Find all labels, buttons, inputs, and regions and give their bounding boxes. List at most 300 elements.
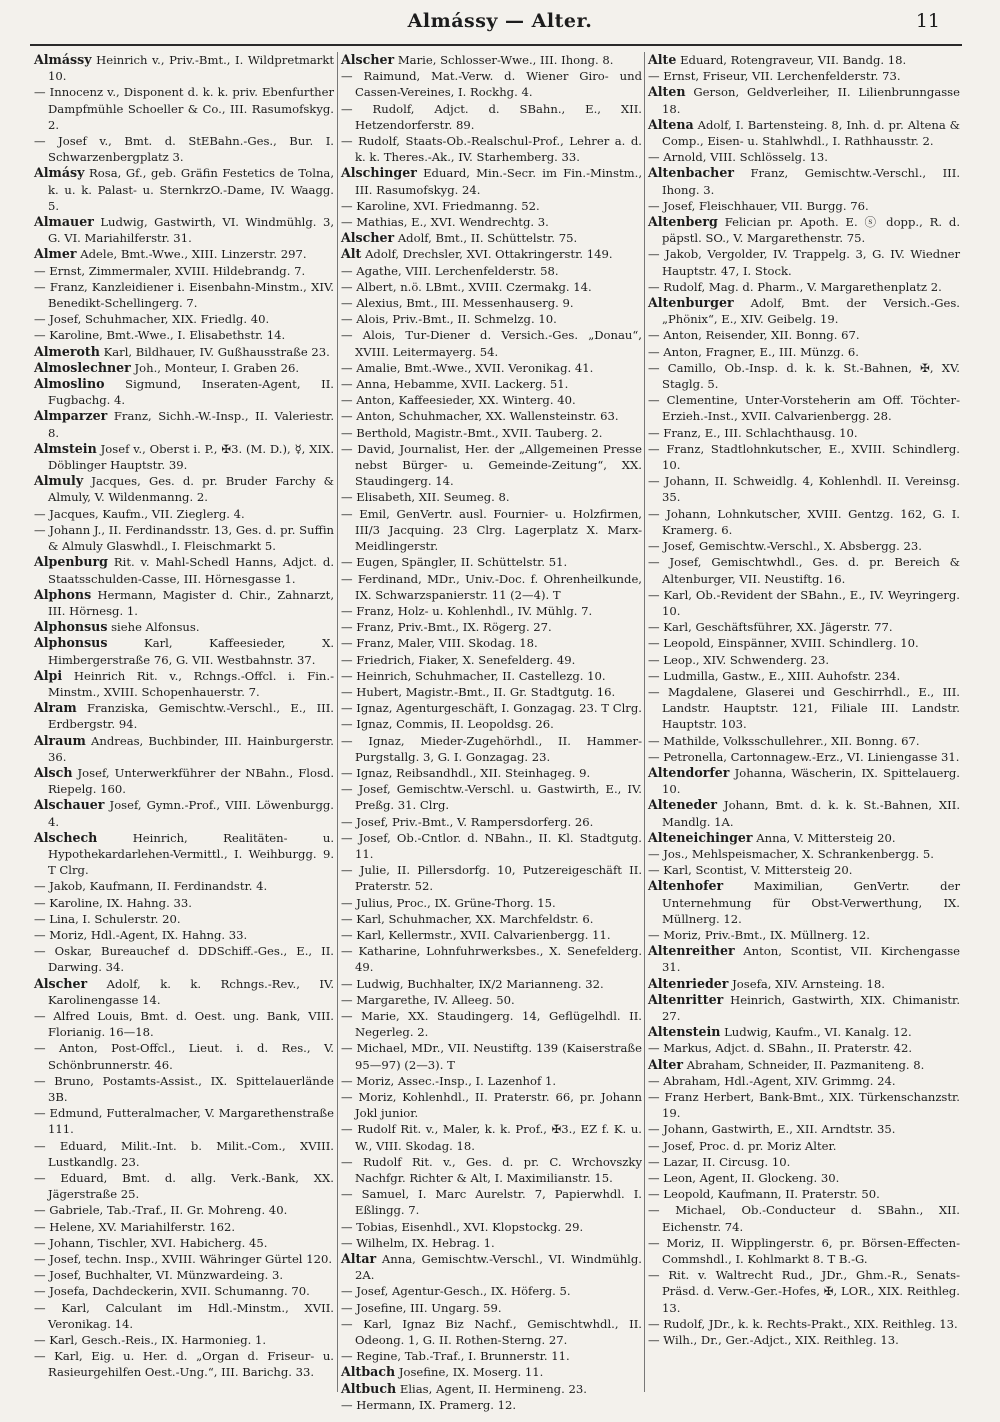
directory-entry [341, 652, 642, 668]
directory-entry [34, 1040, 334, 1072]
entry-text: — Karl, Scontist, V. Mittersteig 20. [648, 863, 853, 878]
entry-text: — Abraham, Hdl.-Agent, XIV. Grimmg. 24. [648, 1073, 896, 1088]
directory-entry [34, 246, 334, 262]
entry-text: Andreas, Buchbinder, III. Hainburgerstr. 36. [48, 733, 334, 764]
entry-surname: Altenburger [648, 295, 734, 311]
directory-entry [341, 68, 642, 100]
directory-entry [648, 165, 960, 197]
entry-surname: Alten [648, 84, 686, 100]
directory-entry [34, 263, 334, 279]
directory-entry [648, 1057, 960, 1073]
entry-surname: Altenberg [648, 214, 718, 230]
entry-text: Anton, Scontist, VII. Kirchengasse 31. [662, 944, 961, 975]
directory-entry [648, 1235, 960, 1267]
entry-text: — Amalie, Bmt.-Wwe., XVII. Veronikag. 41. [341, 360, 594, 375]
directory-entry [34, 1219, 334, 1235]
directory-entry [341, 198, 642, 214]
directory-entry [34, 1170, 334, 1202]
entry-text: Franz, Gemischtw.-Verschl., III. Ihong. 3. [662, 166, 961, 197]
entry-surname: Alraum [34, 732, 86, 748]
column-3 [648, 52, 960, 1402]
directory-entry [34, 1008, 334, 1040]
directory-entry [341, 246, 642, 262]
entry-text: — Franz, Maler, VIII. Skodag. 18. [341, 636, 538, 651]
entry-text: Jacques, Ges. d. pr. Bruder Farchy & Almuly, V. Wildenmanng. 2. [48, 474, 334, 505]
directory-entry [34, 878, 334, 894]
directory-entry [34, 733, 334, 765]
entry-text: — Berthold, Magistr.-Bmt., XVII. Tauberg. 2. [341, 425, 603, 440]
entry-text: — Anton, Kaffeesieder, XX. Winterg. 40. [341, 393, 576, 408]
directory-entry [648, 765, 960, 797]
column-2 [341, 52, 642, 1412]
entry-text: — Julie, II. Pillersdorfg. 10, Putzereigeschäft II. Praterstr. 52. [341, 863, 642, 894]
entry-text: Heinrich v., Priv.-Bmt., I. Wildpretmarkt 10. [48, 53, 335, 84]
entry-text: — Johann, Lohnkutscher, XVIII. Gentzg. 162, G. I. Kramerg. 6. [648, 506, 960, 537]
entry-surname: Alschinger [341, 165, 417, 181]
directory-entry [648, 246, 960, 278]
entry-text: — Johann, Tischler, XVI. Habicherg. 45. [34, 1235, 268, 1250]
entry-text: — Ignaz, Reibsandhdl., XII. Steinhageg. 9. [341, 765, 591, 780]
directory-entry [34, 797, 334, 829]
entry-text: — Josef, Ob.-Cntlor. d. NBahn., II. Kl. Stadtgutg. 11. [341, 830, 642, 861]
entry-text: Adolf, I. Bartensteing. 8, Inh. d. pr. Altena & Comp., Eisen- u. Stahlwhdl., I. Rathhausstr. 2. [662, 117, 960, 149]
directory-entry [341, 976, 642, 992]
entry-text: Rit. v. Mahl-Schedl Hanns, Adjct. d. Staatsschulden-Casse, III. Hörnesgasse 1. [48, 555, 335, 586]
entry-text: — Ernst, Zimmermaler, XVIII. Hildebrandg. 7. [34, 263, 306, 278]
entry-text: — Magdalene, Glaserei und Geschirrhdl., E., III. Landstr. Hauptstr. 121, Filiale III. Landstr. Hauptstr. 103. [648, 684, 960, 732]
entry-text: Rosa, Gf., geb. Gräfin Festetics de Tolna, k. u. k. Palast- u. SternkrzO.-Dame, IV. Waagg. 5. [48, 166, 335, 213]
directory-entry [341, 619, 642, 635]
entry-text: — Karoline, IX. Hahng. 33. [34, 895, 192, 910]
column-divider [644, 52, 645, 1392]
directory-entry [34, 635, 334, 667]
entry-text: Ludwig, Kaufm., VI. Kanalg. 12. [724, 1025, 912, 1040]
entry-surname: Almparzer [34, 408, 108, 424]
entry-text: Adolf, Bmt. der Versich.-Ges. „Phönix“, E., XIV. Geibelg. 19. [662, 296, 960, 327]
directory-entry [648, 360, 960, 392]
directory-entry [648, 392, 960, 424]
directory-entry [648, 344, 960, 360]
entry-text: — Moriz, Kohlenhdl., II. Praterstr. 66, pr. Johann Jokl junior. [341, 1090, 642, 1121]
directory-entry [648, 441, 960, 473]
entry-text: Hermann, Magister d. Chir., Zahnarzt, III. Hörnesg. 1. [48, 587, 335, 618]
entry-text: Abraham, Schneider, II. Pazmaniteng. 8. [686, 1057, 925, 1072]
directory-entry [341, 571, 642, 603]
entry-text: — Josef, Gemischtw.-Verschl., X. Absbergg. 23. [648, 539, 922, 554]
entry-text: — Anna, Hebamme, XVII. Lackerg. 51. [341, 377, 569, 392]
directory-entry [341, 554, 642, 570]
entry-text: Josef v., Oberst i. P., ✠3. (M. D.), ☿, XIX. Döblinger Hauptstr. 39. [48, 441, 334, 473]
entry-surname: Alram [34, 700, 77, 716]
directory-entry [34, 279, 334, 311]
entry-surname: Alpenburg [34, 554, 108, 570]
directory-entry [648, 327, 960, 343]
entry-text: — Josef, Fleischhauer, VII. Burgg. 76. [648, 198, 869, 213]
directory-entry [341, 700, 642, 716]
entry-text: — Lina, I. Schulerstr. 20. [34, 911, 181, 926]
directory-entry [648, 1316, 960, 1332]
directory-entry [341, 392, 642, 408]
entry-text: — Margarethe, IV. Alleeg. 50. [341, 992, 515, 1007]
entry-text: — Alois, Tur-Diener d. Versich.-Ges. „Donau“, XVIII. Leitermayerg. 54. [341, 328, 642, 359]
entry-text: Gerson, Geldverleiher, II. Lilienbrunngasse 18. [662, 85, 960, 116]
entry-surname: Almásy [34, 165, 85, 181]
entry-text: Heinrich, Realitäten- u. Hypothekardarlehen-Vermittl., I. Weihburgg. 9. T Clrg. [48, 830, 335, 878]
directory-entry [341, 1219, 642, 1235]
entry-text: — Alexius, Bmt., III. Messenhauserg. 9. [341, 296, 574, 311]
entry-text: — Eduard, Milit.-Int. b. Milit.-Com., XVIII. Lustkandlg. 23. [34, 1138, 334, 1169]
entry-surname: Altenstein [648, 1024, 721, 1040]
directory-entry [341, 408, 642, 424]
directory-entry [341, 830, 642, 862]
entry-text: — Anton, Reisender, XII. Bonng. 67. [648, 328, 860, 343]
directory-entry [648, 619, 960, 635]
directory-entry [648, 52, 960, 68]
directory-entry [648, 1040, 960, 1056]
directory-entry [341, 1348, 642, 1364]
directory-entry [648, 830, 960, 846]
entry-surname: Almássy [34, 52, 92, 67]
directory-entry [341, 635, 642, 651]
entry-text: — Moriz, Priv.-Bmt., IX. Müllnerg. 12. [648, 927, 870, 942]
directory-entry [34, 830, 334, 879]
directory-entry [648, 214, 960, 246]
directory-entry [648, 992, 960, 1024]
directory-entry [34, 765, 334, 797]
entry-surname: Altenhofer [648, 878, 724, 894]
entry-text: — Helene, XV. Mariahilferstr. 162. [34, 1219, 236, 1234]
entry-text: — Albert, n.ö. LBmt., XVIII. Czermakg. 14. [341, 279, 592, 294]
directory-entry [341, 765, 642, 781]
directory-entry [341, 814, 642, 830]
directory-entry [648, 1332, 960, 1348]
directory-entry [648, 1186, 960, 1202]
directory-entry [34, 895, 334, 911]
entry-text: — Heinrich, Schuhmacher, II. Castellezg. 10. [341, 668, 606, 683]
directory-entry [648, 1170, 960, 1186]
entry-text: — Franz, Priv.-Bmt., IX. Rögerg. 27. [341, 620, 552, 635]
entry-text: — Wilh., Dr., Ger.-Adjct., XIX. Reithleg. 13. [648, 1333, 899, 1348]
directory-entry [341, 733, 642, 765]
entry-text: Anna, V. Mittersteig 20. [756, 830, 896, 845]
entry-text: — Josef, Gemischtw.-Verschl. u. Gastwirth, E., IV. Preßg. 31. Clrg. [341, 782, 642, 813]
directory-entry [648, 797, 960, 829]
directory-entry [648, 976, 960, 992]
entry-text: — Leopold, Kaufmann, II. Praterstr. 50. [648, 1187, 880, 1202]
directory-entry [34, 506, 334, 522]
page-number: 11 [915, 10, 940, 32]
entry-text: — Friedrich, Fiaker, X. Senefelderg. 49. [341, 652, 576, 667]
header-rule [30, 44, 962, 46]
entry-text: Johanna, Wäscherin, IX. Spittelauerg. 10. [662, 765, 960, 797]
entry-surname: Alte [648, 52, 677, 67]
directory-entry [341, 781, 642, 813]
entry-text: Eduard, Rotengraveur, VII. Bandg. 18. [680, 53, 907, 67]
entry-surname: Alteneichinger [648, 829, 753, 845]
entry-text: Joh., Monteur, I. Graben 26. [134, 360, 300, 375]
directory-entry [34, 376, 334, 408]
entry-text: Adolf, k. k. Rchngs.-Rev., IV. Karolinengasse 14. [48, 976, 334, 1007]
directory-entry [648, 635, 960, 651]
directory-entry [341, 1073, 642, 1089]
entry-surname: Altena [648, 116, 694, 132]
entry-surname: Almeroth [34, 343, 100, 359]
directory-entry [341, 911, 642, 927]
directory-entry [34, 214, 334, 246]
entry-text: — Franz, E., III. Schlachthausg. 10. [648, 425, 858, 440]
entry-text: Adolf, Bmt., II. Schüttelstr. 75. [397, 231, 578, 246]
directory-entry [34, 668, 334, 700]
entry-text: — Josef, Buchhalter, VI. Münzwardeing. 3. [34, 1268, 284, 1283]
directory-entry [34, 1348, 334, 1380]
entry-text: — Anton, Post-Offcl., Lieut. i. d. Res., V. Schönbrunnerstr. 46. [34, 1041, 334, 1072]
directory-entry [648, 1089, 960, 1121]
entry-surname: Almoslino [34, 376, 105, 392]
entry-text: — Emil, GenVertr. ausl. Fournier- u. Holzfirmen, III/3 Jacquing. 23 Clrg. Lagerplatz X. Marx-Meidlingerstr. [341, 506, 642, 554]
entry-text: — Rudolf Rit. v., Maler, k. k. Prof., ✠3., EZ f. K. u. W., VIII. Skodag. 18. [341, 1122, 642, 1153]
running-title: Almássy — Alter. [407, 10, 593, 32]
directory-entry [341, 943, 642, 975]
entry-text: — Franz, Holz- u. Kohlenhdl., IV. Mühlg. 7. [341, 603, 593, 618]
entry-text: — Oskar, Bureauchef d. DDSchiff.-Ges., E., II. Darwing. 34. [34, 944, 334, 975]
entry-text: — Josefine, III. Ungarg. 59. [341, 1300, 502, 1315]
entry-text: — Samuel, I. Marc Aurelstr. 7, Papierwhdl. I. Eßlingg. 7. [341, 1187, 642, 1218]
directory-entry [648, 68, 960, 84]
entry-text: — Jos., Mehlspeismacher, X. Schrankenbergg. 5. [648, 846, 934, 861]
directory-entry [341, 862, 642, 894]
entry-text: Maximilian, GenVertr. der Unternehmung für Obst-Verwerthung, IX. Müllnerg. 12. [662, 879, 960, 926]
directory-entry [648, 506, 960, 538]
directory-entry [648, 198, 960, 214]
entry-surname: Altenritter [648, 991, 724, 1007]
entry-surname: Almauer [34, 214, 94, 230]
entry-surname: Alt [341, 246, 362, 262]
entry-text: — Camillo, Ob.-Insp. d. k. k. St.-Bahnen, ✠, XV. Staglg. 5. [648, 360, 960, 392]
entry-text: — Regine, Tab.-Traf., I. Brunnerstr. 11. [341, 1349, 570, 1364]
entry-surname: Alschech [34, 829, 98, 845]
directory-entry [648, 279, 960, 295]
directory-entry [341, 1089, 642, 1121]
entry-text: — Karl, Gesch.-Reis., IX. Harmonieg. 1. [34, 1333, 267, 1348]
entry-text: — Eugen, Spängler, II. Schüttelstr. 51. [341, 555, 568, 570]
directory-entry [34, 911, 334, 927]
entry-text: — Clementine, Unter-Vorsteherin am Off. Töchter-Erzieh.-Inst., XVII. Calvarienbergg. 28. [648, 393, 960, 424]
directory-entry [341, 214, 642, 230]
directory-entry [341, 425, 642, 441]
entry-text: — Ludwig, Buchhalter, IX/2 Marianneng. 32. [341, 976, 604, 991]
entry-text: — Marie, XX. Staudingerg. 14, Geflügelhdl. II. Negerleg. 2. [341, 1008, 642, 1040]
entry-text: — Hermann, IX. Pramerg. 12. [341, 1397, 517, 1412]
entry-text: — Moriz, II. Wipplingerstr. 6, pr. Börsen-Effecten-Commshdl., I. Kohlmarkt 8. T B.-G. [648, 1235, 960, 1267]
directory-entry [341, 506, 642, 555]
entry-text: — Ignaz, Agenturgeschäft, I. Gonzagag. 23. T Clrg. [341, 701, 642, 716]
entry-text: — Michael, MDr., VII. Neustiftg. 139 (Kaiserstraße 95—97) (2—3). T [341, 1041, 642, 1072]
entry-text: Felician pr. Apoth. E. ⓢ dopp., R. d. päpstl. SO., V. Margarethenstr. 75. [662, 215, 961, 246]
entry-text: — Petronella, Cartonnagew.-Erz., VI. Liniengasse 31. [648, 749, 960, 764]
directory-entry [648, 538, 960, 554]
directory-entry [341, 1121, 642, 1153]
entry-text: — Jacques, Kaufm., VII. Zieglerg. 4. [34, 506, 245, 521]
entry-text: Marie, Schlosser-Wwe., III. Ihong. 8. [397, 53, 614, 67]
entry-surname: Alsch [34, 764, 73, 780]
directory-entry [341, 165, 642, 197]
entry-text: — David, Journalist, Her. der „Allgemeinen Presse nebst Bürger- u. Gemeinde-Zeitung“, XX. Staudingerg. 14. [341, 441, 642, 489]
entry-text: — Karl, Kellermstr., XVII. Calvarienbergg. 11. [341, 927, 611, 942]
entry-text: — Innocenz v., Disponent d. k. k. priv. Ebenfurther Dampfmühle Schoeller & Co., III. Rasumofskyg. 2. [34, 85, 334, 132]
entry-text: — Alfred Louis, Bmt. d. Oest. ung. Bank, VIII. Florianig. 16—18. [34, 1008, 334, 1040]
entry-surname: Altendorfer [648, 764, 730, 780]
entry-surname: Alscher [341, 52, 395, 67]
directory-entry [341, 716, 642, 732]
directory-entry [341, 230, 642, 246]
directory-entry [341, 895, 642, 911]
directory-entry [34, 1283, 334, 1299]
directory-entry [648, 733, 960, 749]
entry-text: — Josef, Gemischtwhdl., Ges. d. pr. Bereich & Altenburger, VII. Neustiftg. 16. [648, 555, 960, 586]
directory-entry [648, 1202, 960, 1234]
entry-surname: Alpi [34, 667, 63, 683]
entry-text: — Franz, Kanzleidiener i. Eisenbahn-Minstm., XIV. Benedikt-Schellingerg. 7. [34, 279, 334, 311]
entry-text: — Anton, Schuhmacher, XX. Wallensteinstr. 63. [341, 409, 619, 424]
directory-entry [648, 878, 960, 927]
directory-entry [341, 327, 642, 359]
column-divider [337, 52, 338, 1392]
entry-text: — Karl, Eig. u. Her. d. „Organ d. Friseur- u. Rasieurgehilfen Oest.-Ung.“, III. Barichg. 33. [34, 1349, 334, 1380]
directory-entry [648, 1073, 960, 1089]
directory-entry [341, 1300, 642, 1316]
entry-text: Franziska, Gemischtw.-Verschl., E., III. Erdbergstr. 94. [48, 701, 334, 732]
entry-text: — Rudolf, Adjct. d. SBahn., E., XII. Hetzendorferstr. 89. [341, 101, 642, 132]
directory-entry [648, 295, 960, 327]
entry-surname: Altenrieder [648, 975, 729, 991]
column-1 [34, 52, 334, 1402]
entry-surname: Alter [648, 1056, 684, 1072]
entry-surname: Altenbacher [648, 165, 734, 181]
entry-surname: Alphonsus [34, 619, 108, 635]
directory-entry [341, 52, 642, 68]
directory-entry [34, 1138, 334, 1170]
entry-text: — Rudolf, Mag. d. Pharm., V. Margarethenplatz 2. [648, 279, 942, 294]
directory-entry [34, 133, 334, 165]
directory-entry [341, 376, 642, 392]
directory-entry [341, 295, 642, 311]
directory-entry [341, 1008, 642, 1040]
directory-entry [648, 1138, 960, 1154]
directory-entry [648, 1267, 960, 1316]
entry-text: — Markus, Adjct. d. SBahn., II. Praterstr. 42. [648, 1041, 913, 1056]
entry-text: — Josef, Proc. d. pr. Moriz Alter. [648, 1138, 837, 1153]
entry-text: — Rudolf, Staats-Ob.-Realschul-Prof., Lehrer a. d. k. k. Theres.-Ak., IV. Starhemberg. 33. [341, 134, 642, 165]
entry-text: — Rudolf Rit. v., Ges. d. pr. C. Wrchovszky Nachfgr. Richter & Alt, I. Maximilianstr. 15. [341, 1154, 642, 1186]
entry-text: — Michael, Ob.-Conducteur d. SBahn., XII. Eichenstr. 74. [648, 1203, 960, 1234]
entry-text: — Ferdinand, MDr., Univ.-Doc. f. Ohrenheilkunde, IX. Schwarzspanierstr. 11 (2—4). T [341, 571, 642, 602]
entry-text: — Franz Herbert, Bank-Bmt., XIX. Türkenschanzstr. 19. [648, 1090, 960, 1121]
directory-entry [34, 943, 334, 975]
directory-entry [34, 1251, 334, 1267]
entry-text: — Katharine, Lohnfuhrwerksbes., X. Senefelderg. 49. [341, 944, 642, 975]
entry-text: — Raimund, Mat.-Verw. d. Wiener Giro- und Cassen-Vereines, I. Rockhg. 4. [341, 69, 642, 100]
directory-entry [341, 1154, 642, 1186]
entry-text: — Mathilde, Volksschullehrer., XII. Bonng. 67. [648, 733, 920, 748]
entry-text: — Karl, Schuhmacher, XX. Marchfeldstr. 6. [341, 911, 594, 926]
entry-text: — Arnold, VIII. Schlösselg. 13. [648, 150, 828, 165]
entry-text: — Mathias, E., XVI. Wendrechtg. 3. [341, 215, 549, 230]
entry-surname: Alphonsus [34, 635, 108, 651]
entry-text: — Ignaz, Commis, II. Leopoldsg. 26. [341, 717, 554, 732]
directory-entry [648, 149, 960, 165]
directory-entry [648, 862, 960, 878]
directory-entry [341, 668, 642, 684]
entry-text: — Julius, Proc., IX. Grüne-Thorg. 15. [341, 895, 556, 910]
directory-entry [648, 684, 960, 733]
directory-entry [648, 554, 960, 586]
entry-text: — Tobias, Eisenhdl., XVI. Klopstockg. 29. [341, 1219, 584, 1234]
entry-text: Heinrich Rit. v., Rchngs.-Offcl. i. Fin.-Minstm., XVIII. Schopenhauerstr. 7. [48, 668, 334, 699]
directory-entry [34, 522, 334, 554]
entry-text: — Jakob, Kaufmann, II. Ferdinandstr. 4. [34, 879, 268, 894]
entry-text: — Ignaz, Mieder-Zugehörhdl., II. Hammer-Purgstallg. 3, G. I. Gonzagag. 23. [341, 733, 642, 764]
page-header [0, 8, 1000, 38]
entry-text: — Wilhelm, IX. Hebrag. 1. [341, 1235, 495, 1250]
directory-entry [648, 668, 960, 684]
entry-text: Anna, Gemischtw.-Verschl., VI. Windmühlg. 2A. [355, 1252, 642, 1283]
directory-entry [341, 279, 642, 295]
directory-entry [341, 1040, 642, 1072]
entry-surname: Alschauer [34, 797, 105, 813]
entry-text: — Karoline, Bmt.-Wwe., I. Elisabethstr. 14. [34, 328, 286, 343]
entry-surname: Altar [341, 1251, 377, 1267]
directory-entry [648, 425, 960, 441]
directory-entry [341, 360, 642, 376]
entry-text: — Johann J., II. Ferdinandsstr. 13, Ges. d. pr. Suffin & Almuly Glaswhdl., I. Fleischmarkt 5. [34, 522, 334, 554]
entry-surname: Alscher [34, 975, 88, 991]
directory-entry [34, 1202, 334, 1218]
entry-text: — Alois, Priv.-Bmt., II. Schmelzg. 10. [341, 312, 557, 327]
entry-text: — Karl, Ob.-Revident der SBahn., E., IV. Weyringerg. 10. [648, 587, 960, 618]
directory-entry [34, 84, 334, 133]
entry-text: — Karl, Geschäftsführer, XX. Jägerstr. 77. [648, 620, 893, 635]
directory-entry [34, 1300, 334, 1332]
entry-text: — Josef, Agentur-Gesch., IX. Höferg. 5. [341, 1284, 571, 1299]
entry-text: — Anton, Fragner, E., III. Münzg. 6. [648, 344, 859, 359]
entry-text: Johann, Bmt. d. k. k. St.-Bahnen, XII. Mandlg. 1A. [662, 798, 960, 829]
entry-text: Josef, Unterwerkführer der NBahn., Flosd. Riepelg. 160. [48, 765, 335, 797]
directory-entry [648, 943, 960, 975]
entry-surname: Almstein [34, 440, 97, 456]
entry-text: — Leopold, Einspänner, XVIII. Schindlerg. 10. [648, 636, 919, 651]
directory-entry [34, 165, 334, 214]
entry-text: Franz, Sichh.-W.-Insp., II. Valeriestr. 8. [48, 409, 335, 440]
entry-text: — Ernst, Friseur, VII. Lerchenfelderstr. 73. [648, 69, 901, 84]
entry-text: — Johann, II. Schweidlg. 4, Kohlenhdl. II. Vereinsg. 35. [648, 474, 960, 505]
directory-entry [34, 360, 334, 376]
directory-entry [648, 1024, 960, 1040]
entry-surname: Alscher [341, 230, 395, 246]
directory-entry [341, 311, 642, 327]
entry-text: Karl, Kaffeesieder, X. Himbergerstraße 76, G. VII. Westbahnstr. 37. [48, 636, 335, 667]
entry-text: — Ludmilla, Gastw., E., XIII. Auhofstr. 234. [648, 668, 901, 683]
directory-entry [341, 101, 642, 133]
entry-text: — Leop., XIV. Schwenderg. 23. [648, 652, 830, 667]
entry-text: — Eduard, Bmt. d. allg. Verk.-Bank, XX. Jägerstraße 25. [34, 1171, 334, 1202]
entry-surname: Alteneder [648, 797, 718, 813]
directory-entry [341, 1186, 642, 1218]
directory-entry [648, 84, 960, 116]
directory-entry [341, 1381, 642, 1397]
directory-entry [648, 652, 960, 668]
directory-entry [34, 619, 334, 635]
directory-entry [648, 749, 960, 765]
